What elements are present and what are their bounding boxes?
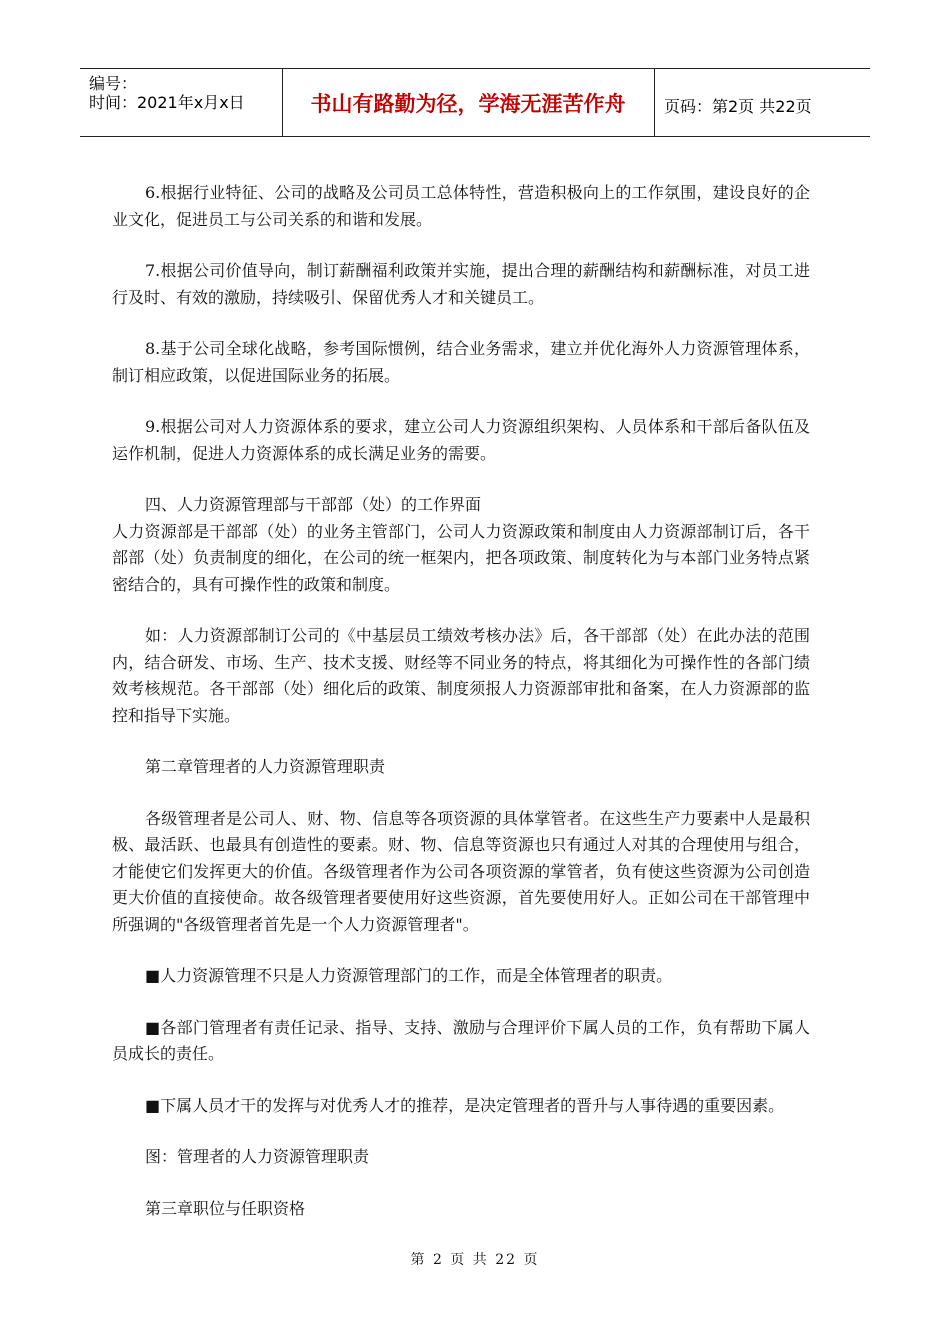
paragraph-managers: 各级管理者是公司人、财、物、信息等各项资源的具体掌管者。在这些生产力要素中人是最积极、最活跃、也最具有创造性的要素。财、物、信息等资源也只有通过人对其的合理使用与组合，才能使它们发挥更大的价值。各级管理者作为公司各项资源的掌管者，负有使这些资源为公司创造更大价值的直接使命。故各级管理者要使用好这些资源，首先要使用好人。正如公司在干部管理中所强调的"各级管理者首先是一个人力资源管理者"。 [112,808,810,934]
section-heading-interface: 四、人力资源管理部与干部部（处）的工作界面 [145,495,482,514]
page-footer: 第 2 页 共 22 页 [410,1252,540,1268]
header-motto: 书山有路勤为径，学海无涯苦作舟 [310,92,626,116]
chapter-heading-3: 第三章职位与任职资格 [145,1198,306,1218]
figure-caption: 图：管理者的人力资源管理职责 [145,1147,370,1166]
paragraph-interface: 人力资源部是干部部（处）的业务主管部门，公司人力资源政策和制度由人力资源部制订后，各干部部（处）负责制度的细化，在公司的统一框架内，把各项政策、制度转化为与本部门业务特点紧密结合的，具有可操作性的政策和制度。 [112,521,810,594]
bullet-item-1: ■人力资源管理不只是人力资源管理部门的工作，而是全体管理者的职责。 [145,966,673,985]
paragraph-item-8: 8.基于公司全球化战略，参考国际惯例，结合业务需求，建立并优化海外人力资源管理体系，制订相应政策，以促进国际业务的拓展。 [112,339,810,385]
paragraph-item-9: 9.根据公司对人力资源体系的要求，建立公司人力资源组织架构、人员体系和干部后备队伍及运作机制，促进人力资源体系的成长满足业务的需要。 [112,417,810,463]
bullet-item-3: ■下属人员才干的发挥与对优秀人才的推荐，是决定管理者的晋升与人事待遇的重要因素。 [145,1095,785,1115]
page-label: 页码：第2页 共22页 [664,97,812,116]
bullet-item-2: ■各部门管理者有责任记录、指导、支持、激励与合理评价下属人员的工作，负有帮助下属人员成长的责任。 [112,1017,810,1063]
serial-label: 编号： [89,74,138,93]
header-divider-right [654,68,655,136]
document-body-main [112,180,810,1222]
header-bottom-rule [80,136,870,137]
paragraph-item-7: 7.根据公司价值导向，制订薪酬福利政策并实施，提出合理的薪酬结构和薪酬标准，对员工进行及时、有效的激励，持续吸引、保留优秀人才和关键员工。 [112,261,810,307]
paragraph-item-6: 6.根据行业特征、公司的战略及公司员工总体特性，营造积极向上的工作氛围，建设良好的企业文化，促进员工与公司关系的和谐和发展。 [112,183,810,229]
date-label: 时间：2021年x月x日 [89,93,245,112]
chapter-heading-2: 第二章管理者的人力资源管理职责 [145,757,386,776]
paragraph-example: 如：人力资源部制订公司的《中基层员工绩效考核办法》后，各干部部（处）在此办法的范围内，结合研发、市场、生产、技术支援、财经等不同业务的特点，将其细化为可操作性的各部门绩效考核规范。各干部部（处）细化后的政策、制度须报人力资源部审批和备案，在人力资源部的监控和指导下实施。 [112,626,810,725]
header-top-rule [80,68,870,69]
